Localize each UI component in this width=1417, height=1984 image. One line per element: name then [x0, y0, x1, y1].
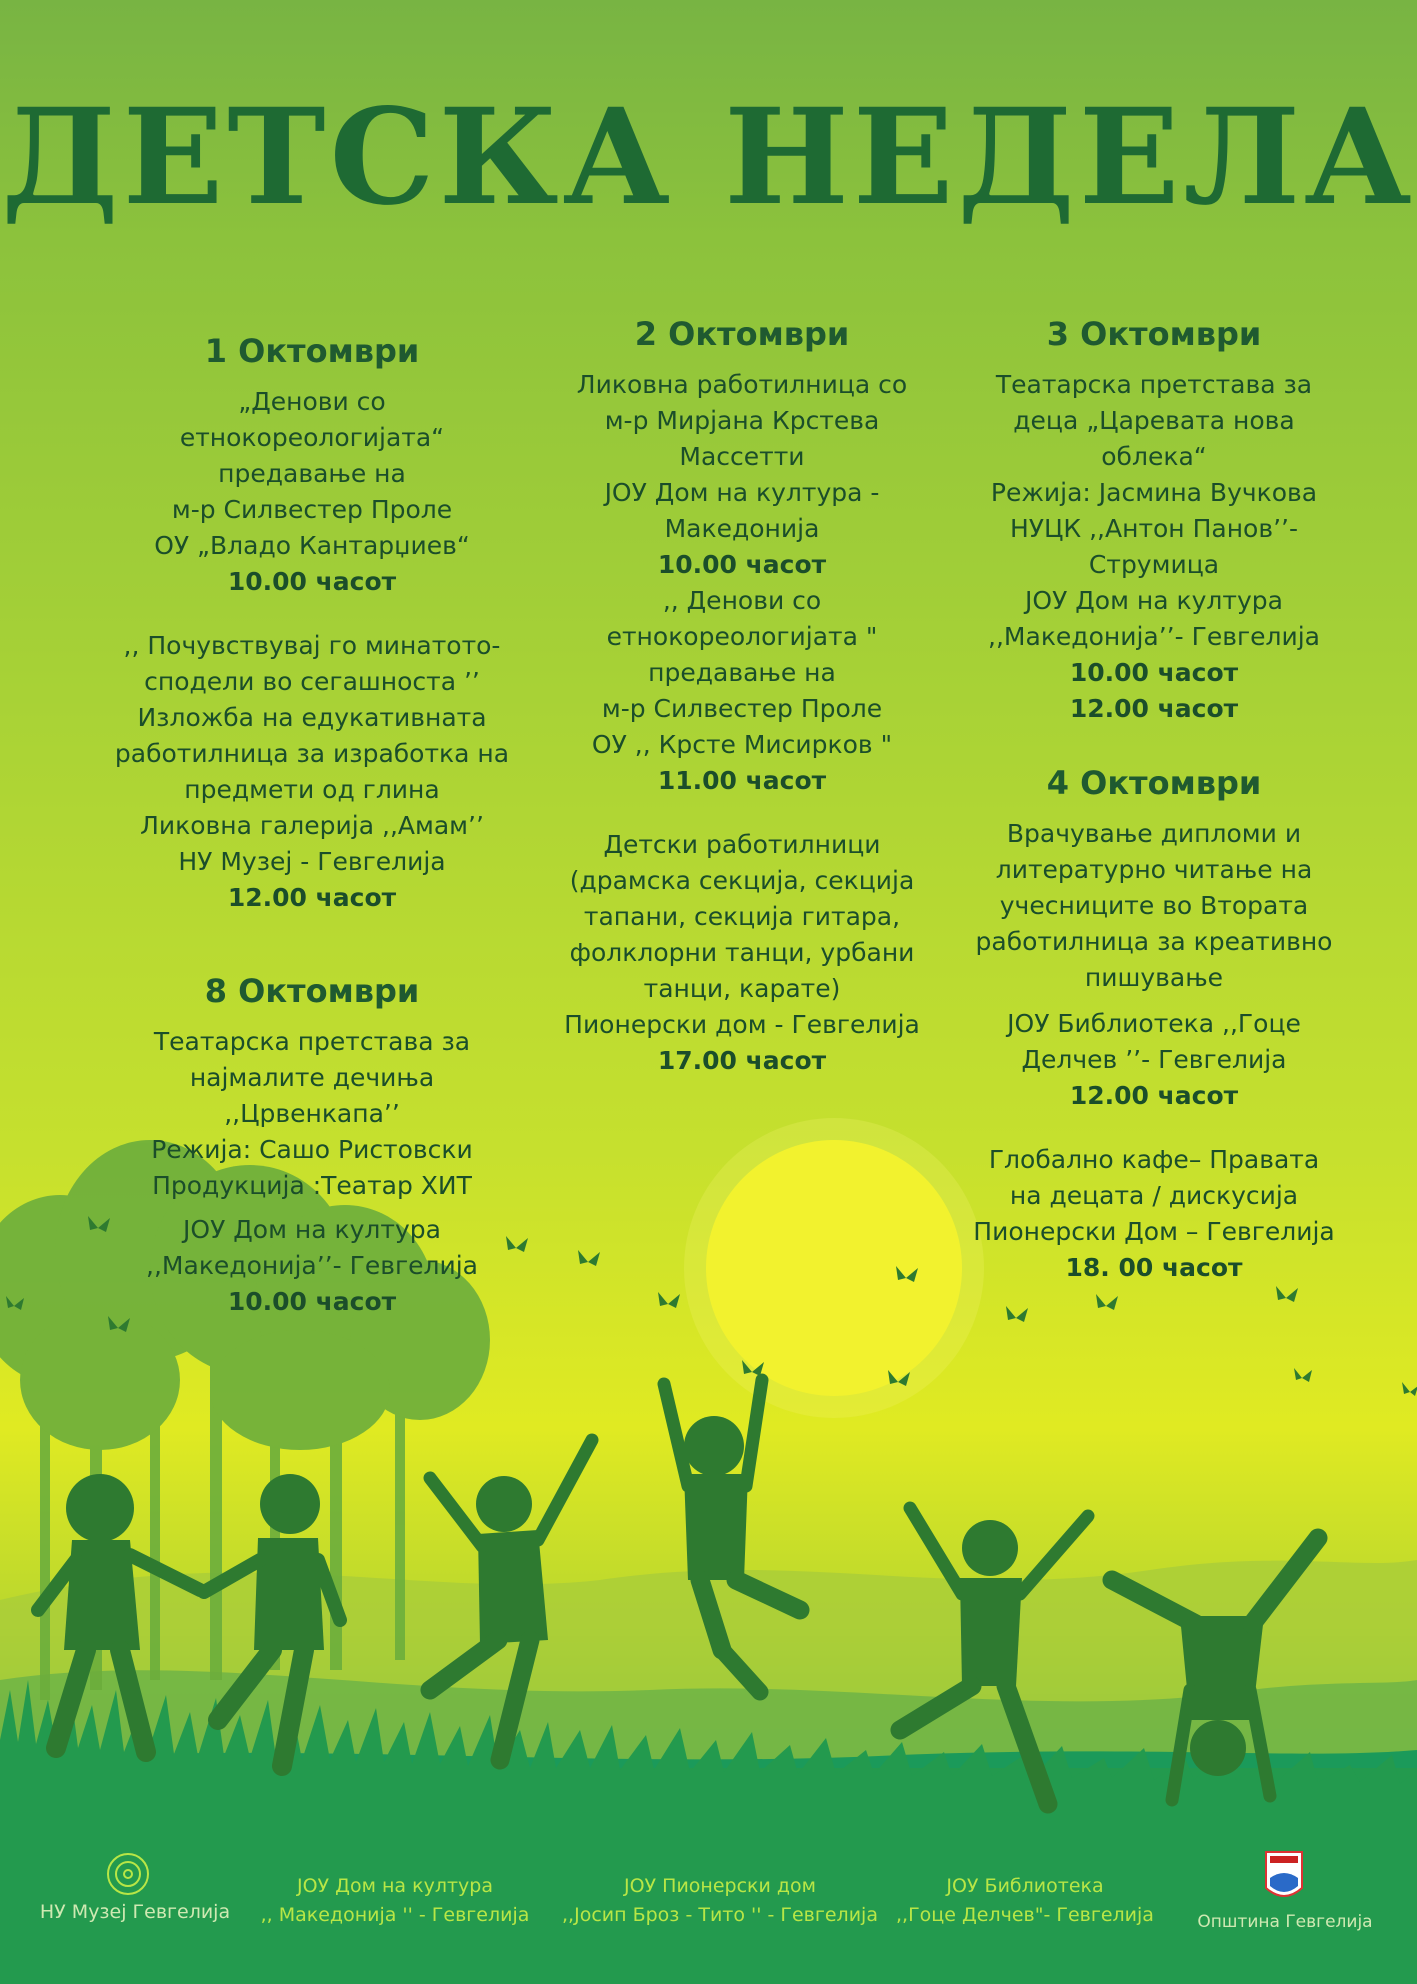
event-line: м-р Силвестер Проле	[601, 694, 883, 723]
event-line: Глобално кафе– Правата	[988, 1145, 1320, 1174]
event-line: предавање на	[218, 459, 406, 488]
event-line: на децата / дискусија	[1009, 1181, 1299, 1210]
day-1-block	[104, 330, 520, 916]
event-line: работилница за креативно	[975, 927, 1333, 956]
footer-line: ЈОУ Библиотека	[946, 1875, 1104, 1897]
day-heading: 3 Октомври	[1046, 315, 1262, 353]
day-2-block	[534, 313, 950, 1079]
event-line: Делчев ’’- Гевгелија	[1021, 1045, 1287, 1074]
event-line: ЈОУ Дом на култура	[183, 1215, 441, 1244]
event-line: ,,Македонија’’- Гевгелија	[146, 1251, 478, 1280]
day-heading: 8 Октомври	[204, 972, 420, 1010]
event-line: најмалите дечиња	[189, 1063, 435, 1092]
event-line: предмети од глина	[184, 775, 440, 804]
butterfly-icon	[578, 1250, 600, 1266]
event-line: Массетти	[679, 442, 805, 471]
event-line: м-р Мирјана Крстева	[604, 406, 880, 435]
day-heading: 4 Октомври	[1046, 764, 1262, 802]
footer-line: ,, Македонија '' - Гевгелија	[260, 1904, 530, 1926]
event-line: деца „Царевата нова	[1013, 406, 1295, 435]
event-line: НУЦК ,,Антон Панов’’-	[1009, 514, 1299, 543]
butterfly-icon	[1276, 1286, 1298, 1302]
footer-dom-na-kultura	[250, 1872, 540, 1930]
event-time: 10.00 часот	[657, 550, 827, 579]
event-line: предавање на	[648, 658, 836, 687]
day-4-block	[946, 762, 1362, 1286]
event-line: (драмска секција, секција	[569, 866, 915, 895]
event-line: „Денови со	[238, 387, 386, 416]
event-time: 12.00 часот	[1069, 1081, 1239, 1110]
footer-pionerski-dom	[545, 1872, 895, 1930]
footer-museum-label: НУ Музеј Гевгелија	[39, 1901, 231, 1923]
sun-glow	[684, 1118, 984, 1418]
event-line: Режија: Јасмина Вучкова	[990, 478, 1318, 507]
event-line: м-р Силвестер Проле	[171, 495, 453, 524]
footer-biblioteka	[885, 1872, 1165, 1930]
event-line: литературно читање на	[995, 855, 1313, 884]
event-line: пишување	[1084, 963, 1224, 992]
event-line: облека“	[1101, 442, 1207, 471]
event-line: етнокореологијата“	[179, 423, 445, 452]
footer-municipality	[1190, 1908, 1380, 1937]
footer-line: ,,Јосип Броз - Тито '' - Гевгелија	[562, 1904, 878, 1926]
event-line: етнокореологијата "	[606, 622, 878, 651]
event-line: Театарска претстава за	[995, 370, 1313, 399]
butterfly-icon	[1294, 1368, 1312, 1382]
event-line: ,, Почувствувај го минатото-	[123, 631, 501, 660]
footer-line: ЈОУ Дом на култура	[296, 1875, 493, 1897]
event-line: Македонија	[664, 514, 820, 543]
event-line: тапани, секција гитара,	[583, 902, 901, 931]
day-heading: 2 Октомври	[634, 315, 850, 353]
butterfly-icon	[1096, 1294, 1118, 1310]
butterfly-icon	[1006, 1306, 1028, 1322]
event-line: Врачување дипломи и	[1006, 819, 1302, 848]
event-line: ОУ ,, Крсте Мисирков "	[591, 730, 893, 759]
event-line: Детски работилници	[603, 830, 881, 859]
event-time: 10.00 часот	[227, 567, 397, 596]
event-line: ОУ „Владо Кантарџиев“	[154, 531, 470, 560]
event-line: Пионерски дом - Гевгелија	[564, 1010, 920, 1039]
event-time: 12.00 часот	[227, 883, 397, 912]
event-line: ,, Денови со	[662, 586, 822, 615]
footer-museum	[20, 1898, 250, 1927]
event-line: Режија: Сашо Ристовски	[151, 1135, 473, 1164]
event-time: 12.00 часот	[1069, 694, 1239, 723]
event-line: Струмица	[1088, 550, 1220, 579]
event-line: Театарска претстава за	[153, 1027, 471, 1056]
municipality-crest-icon	[1266, 1852, 1302, 1896]
event-line: Пионерски Дом – Гевгелија	[973, 1217, 1335, 1246]
event-line: Изложба на едукативната	[137, 703, 487, 732]
butterfly-icon	[1402, 1382, 1417, 1396]
event-line: НУ Музеј - Гевгелија	[178, 847, 446, 876]
event-line: учесниците во Втората	[999, 891, 1309, 920]
footer-line: ,,Гоце Делчев"- Гевгелија	[896, 1904, 1154, 1926]
footer-municipality-label: Општина Гевгелија	[1197, 1912, 1373, 1932]
event-line: Продукција :Театар ХИТ	[152, 1171, 472, 1200]
event-line: ЈОУ Дом на култура -	[604, 478, 880, 507]
butterfly-icon	[658, 1292, 680, 1308]
event-time: 10.00 часот	[227, 1287, 397, 1316]
day-heading: 1 Октомври	[204, 332, 420, 370]
event-line: ,,Црвенкапа’’	[224, 1099, 400, 1128]
day-8-block	[104, 970, 520, 1320]
event-time: 17.00 часот	[657, 1046, 827, 1075]
event-line: ,,Македонија’’- Гевгелија	[988, 622, 1320, 651]
event-line: ЈОУ Библиотека ,,Гоце	[1007, 1009, 1301, 1038]
event-line: Ликовна работилница со	[576, 370, 908, 399]
event-line: Ликовна галерија ,,Амам’’	[140, 811, 484, 840]
event-time: 11.00 часот	[657, 766, 827, 795]
event-time: 18. 00 часот	[1065, 1253, 1243, 1282]
footer-line: ЈОУ Пионерски дом	[623, 1875, 816, 1897]
day-3-block	[946, 313, 1362, 727]
event-line: ЈОУ Дом на култура	[1025, 586, 1283, 615]
event-time: 10.00 часот	[1069, 658, 1239, 687]
event-line: сподели во сегашноста ’’	[144, 667, 480, 696]
event-line: танци, карате)	[643, 974, 841, 1003]
event-line: работилница за изработка на	[114, 739, 510, 768]
event-line: фолклорни танци, урбани	[569, 938, 915, 967]
page-title: ДЕТСКА НЕДЕЛА	[1, 80, 1416, 235]
